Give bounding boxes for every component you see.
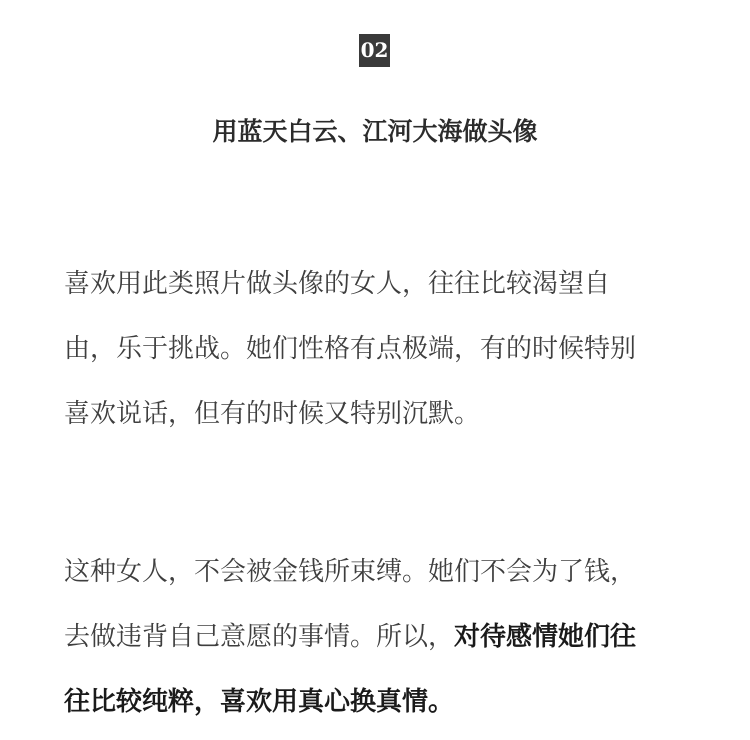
- paragraph-1: [64, 252, 690, 447]
- paragraph-1-line-3: 喜欢说话，但有的时候又特别沉默。: [64, 399, 481, 429]
- paragraph-2-emphasis-end: 往比较纯粹，喜欢用真心换真情。: [64, 687, 455, 717]
- paragraph-2-line-1: 这种女人，不会被金钱所束缚。她们不会为了钱，: [64, 557, 637, 587]
- paragraph-2-emphasis-start: 对待感情她们往: [454, 622, 637, 652]
- paragraph-2: [64, 540, 690, 735]
- paragraph-1-line-1: 喜欢用此类照片做头像的女人，往往比较渴望自: [64, 269, 611, 299]
- section-number-badge: 02: [359, 34, 390, 67]
- section-title: 用蓝天白云、江河大海做头像: [212, 117, 538, 146]
- paragraph-2-line-2: [64, 605, 690, 670]
- paragraph-1-line-2: 由，乐于挑战。她们性格有点极端，有的时候特别: [64, 334, 637, 364]
- paragraph-2-line-2-normal: 去做违背自己意愿的事情。所以，: [64, 622, 455, 652]
